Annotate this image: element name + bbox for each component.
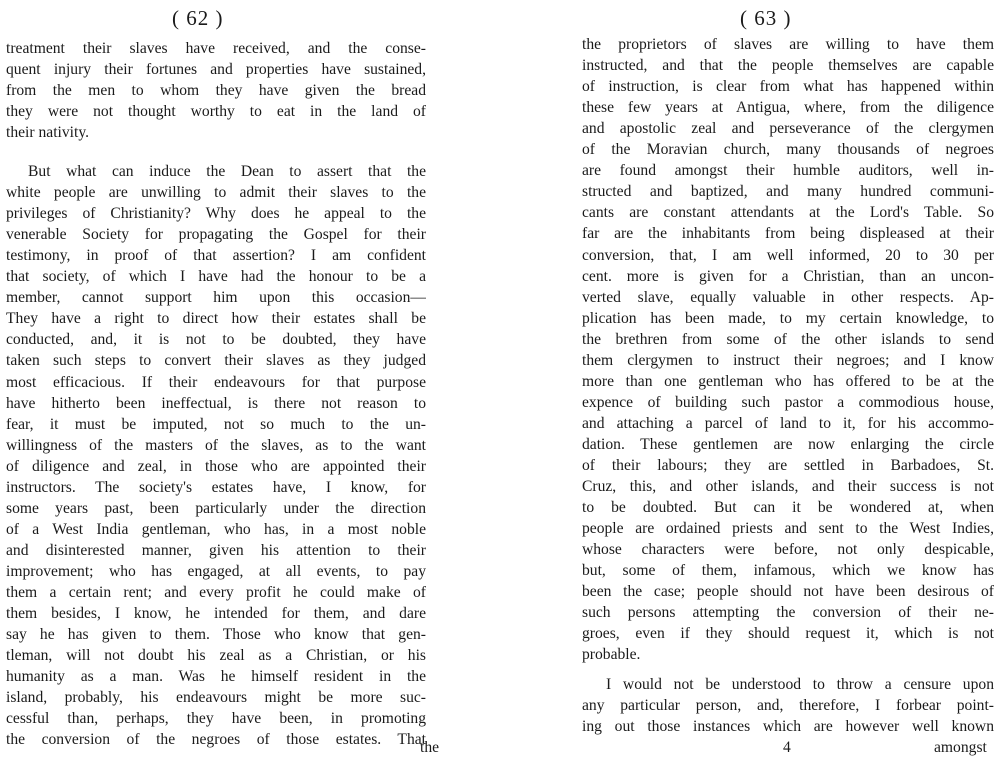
text-line: and apostolic zeal and perseverance of the clergymen bbox=[582, 120, 994, 138]
text-line: instructed, and that the people themselves are capable bbox=[582, 57, 994, 75]
text-line: island, probably, his endeavours might be more suc- bbox=[6, 689, 426, 707]
left-catchword: the bbox=[420, 739, 440, 756]
text-line: expence of building such pastor a commodious house, bbox=[582, 393, 994, 411]
text-line: They have a right to direct how their estates shall be bbox=[6, 310, 426, 328]
text-line: But what can induce the Dean to assert that the bbox=[28, 163, 426, 180]
left-page-number: ( 62 ) bbox=[172, 6, 224, 30]
text-line: whose characters were before, not only despicable, bbox=[582, 541, 994, 559]
text-line: instructors. The society's estates have, I know, for bbox=[6, 478, 426, 496]
text-line: been the case; people should not have been desirous of bbox=[582, 583, 994, 601]
text-line: most efficacious. If their endeavours for that purpose bbox=[6, 373, 426, 391]
text-line: the conversion of the negroes of those estates. That bbox=[6, 731, 426, 749]
text-line: quent injury their fortunes and properties have sustained, bbox=[6, 61, 426, 79]
text-line: dation. These gentlemen are now enlarging the circle bbox=[582, 435, 994, 453]
text-line: conducted, and, it is not to be doubted, they have bbox=[6, 331, 426, 349]
text-line: them besides, I know, he intended for them, and dare bbox=[6, 605, 426, 623]
text-line: to be doubted. But can it be wondered at, when bbox=[582, 499, 994, 517]
text-line: cent. more is given for a Christian, than an uncon- bbox=[582, 267, 994, 285]
text-line: say he has given to them. Those who know that gen- bbox=[6, 626, 426, 644]
text-line: testimony, in proof of that assertion? I am confident bbox=[6, 247, 426, 265]
text-line: taken such steps to convert their slaves as they judged bbox=[6, 352, 426, 370]
text-line: of diligence and zeal, in those who are appointed their bbox=[6, 457, 426, 475]
text-line: them clergymen to instruct their negroes; and I know bbox=[582, 351, 994, 369]
text-line: verted slave, equally valuable in other respects. Ap- bbox=[582, 288, 994, 306]
text-line: treatment their slaves have received, and the conse- bbox=[6, 40, 426, 57]
text-line: people are ordained priests and sent to the West Indies, bbox=[582, 520, 994, 538]
text-line: such persons attempting the conversion of their ne- bbox=[582, 604, 994, 622]
signature-mark: 4 bbox=[783, 739, 791, 756]
text-line: any particular person, and, therefore, I forbear point- bbox=[582, 697, 994, 715]
text-line: some years past, been particularly under the direction bbox=[6, 499, 426, 517]
text-line: of a West India gentleman, who has, in a most noble bbox=[6, 520, 426, 538]
text-line: conversion, that, I am well informed, 20 to 30 per bbox=[582, 246, 994, 264]
text-line: the proprietors of slaves are willing to have them bbox=[582, 36, 994, 53]
text-line: these few years at Antigua, where, from the diligence bbox=[582, 99, 994, 117]
text-line: plication has been made, to my certain knowledge, to bbox=[582, 309, 994, 327]
text-line: them a certain rent; and every profit he could make of bbox=[6, 584, 426, 601]
text-line: and disinterested manner, given his attention to their bbox=[6, 541, 426, 559]
text-line: venerable Society for propagating the Gospel for their bbox=[6, 226, 426, 244]
text-line: have hitherto been ineffectual, is there not reason to bbox=[6, 394, 426, 412]
text-line: from the men to whom they have given the bread bbox=[6, 82, 426, 100]
text-line: their nativity. bbox=[6, 124, 90, 142]
text-line: probable. bbox=[582, 646, 641, 664]
text-line: humanity as a man. Was he himself resident in the bbox=[6, 668, 426, 686]
text-line: of instruction, is clear from what has happened within bbox=[582, 78, 994, 96]
text-line: cessful than, perhaps, they have been, in promoting bbox=[6, 710, 426, 728]
right-page-number: ( 63 ) bbox=[740, 6, 792, 30]
text-line: and attaching a parcel of land to it, for his accommo- bbox=[582, 414, 994, 432]
text-line: of their labours; they are settled in Barbadoes, St. bbox=[582, 457, 994, 474]
text-line: more than one gentleman who has offered to be at the bbox=[582, 372, 994, 390]
text-line: willingness of the masters of the slaves, as to the want bbox=[6, 436, 426, 454]
text-line: of the Moravian church, many thousands of negroes bbox=[582, 141, 994, 159]
text-line: are found amongst their humble auditors, well in- bbox=[582, 162, 994, 180]
text-line: cants are constant attendants at the Lord's Table. So bbox=[582, 204, 994, 222]
right-catchword: amongst bbox=[934, 739, 987, 756]
text-line: member, cannot support him upon this occasion— bbox=[6, 289, 426, 307]
text-line: improvement; who has engaged, at all events, to pay bbox=[6, 562, 426, 580]
text-line: structed and baptized, and many hundred communi- bbox=[582, 183, 994, 201]
text-line: but, some of them, infamous, which we know has bbox=[582, 562, 994, 580]
text-line: fear, it must be imputed, not so much to the un- bbox=[6, 415, 426, 433]
text-line: they were not thought worthy to eat in the land of bbox=[6, 103, 426, 121]
text-line: Cruz, this, and other islands, and their success is not bbox=[582, 478, 994, 496]
text-line: groes, even if they should request it, which is not bbox=[582, 625, 994, 643]
text-line: tleman, will not doubt his zeal as a Christian, or his bbox=[6, 647, 426, 665]
text-line: privileges of Christianity? Why does he appeal to the bbox=[6, 205, 426, 223]
text-line: that society, of which I have had the honour to be a bbox=[6, 268, 426, 286]
text-line: ing out those instances which are however well known bbox=[582, 718, 994, 736]
text-line: I would not be understood to throw a censure upon bbox=[606, 676, 994, 693]
text-line: the brethren from some of the other islands to send bbox=[582, 330, 994, 348]
text-line: white people are unwilling to admit their slaves to the bbox=[6, 184, 426, 202]
text-line: far are the inhabitants from being displeased at their bbox=[582, 225, 994, 243]
